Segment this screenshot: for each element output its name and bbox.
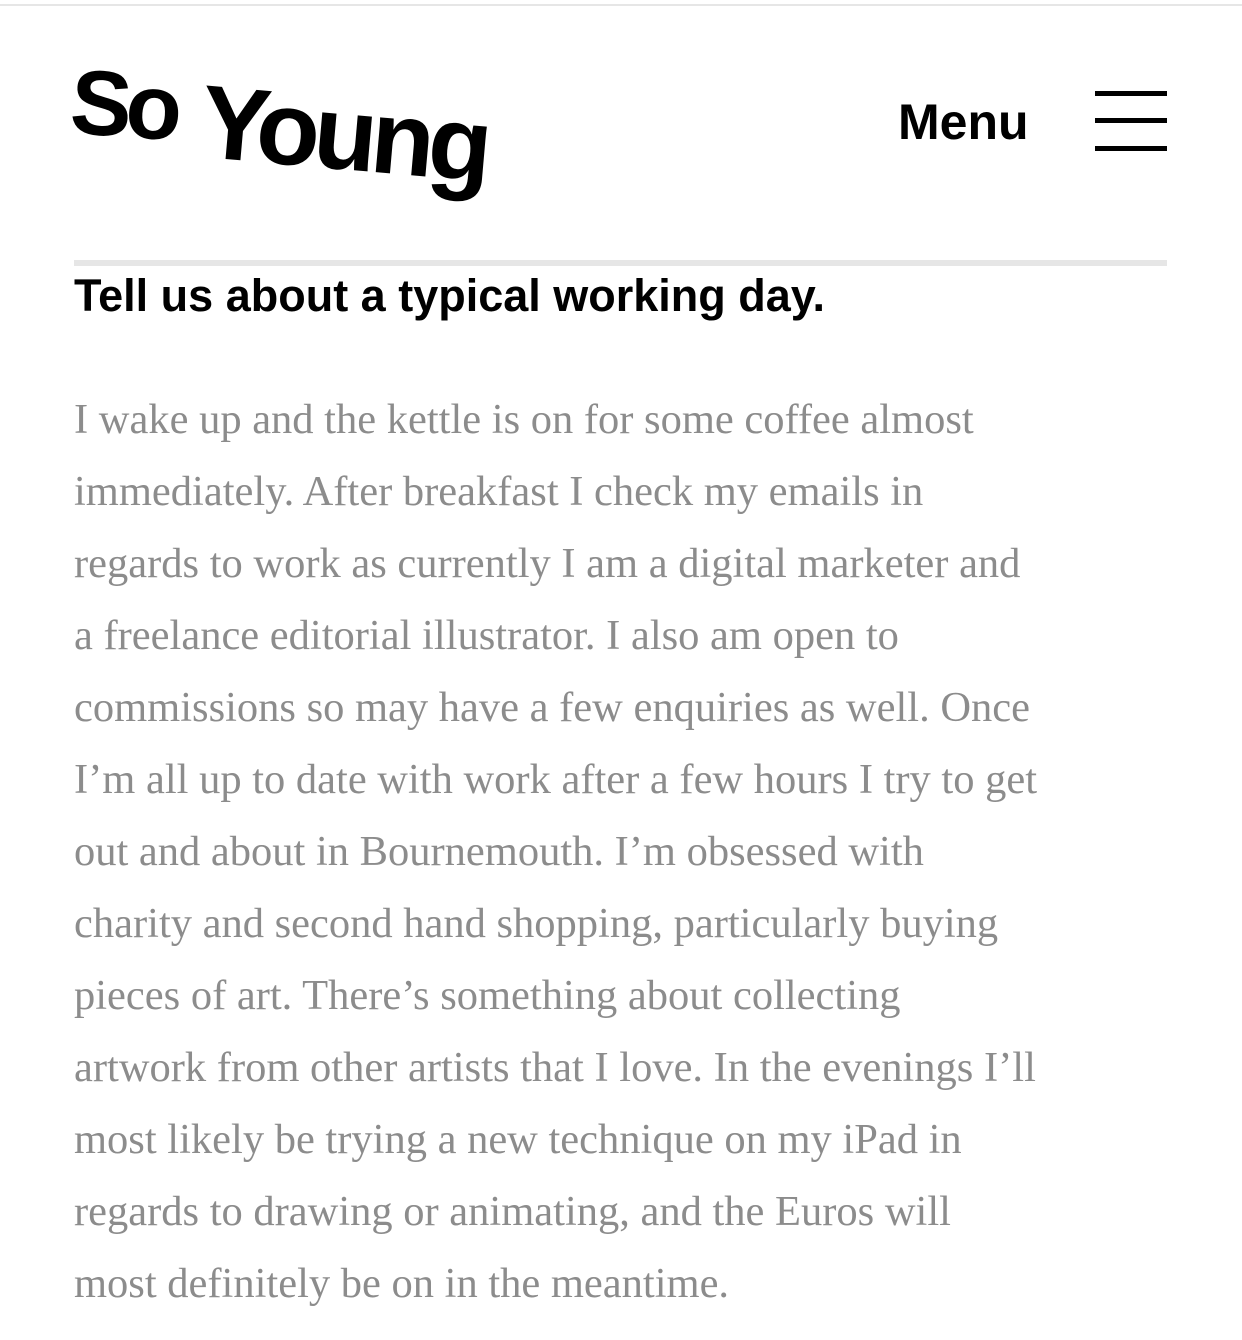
menu-button-label[interactable]: Menu [898,94,1029,150]
answer-line: out and about in Bournemouth. I’m obsessed with [74,828,924,875]
answer-line: most definitely be on in the meantime. [74,1260,730,1307]
top-divider [0,4,1242,6]
answer-line: commissions so may have a few enquiries as well. Once [74,684,1031,731]
answer-line: I wake up and the kettle is on for some coffee almost [74,396,974,443]
answer-line: a freelance editorial illustrator. I also am open to [74,612,899,659]
answer-line: immediately. After breakfast I check my emails in [74,468,924,515]
answer-line: regards to work as currently I am a digital marketer and [74,540,1021,587]
answer-line: artwork from other artists that I love. In the evenings I’ll [74,1044,1036,1091]
logo-word-so: So [67,51,180,161]
hamburger-icon[interactable] [1095,91,1167,153]
site-logo[interactable] [67,51,492,205]
answer-line: I’m all up to date with work after a few hours I try to get [74,756,1038,803]
hamburger-bar [1095,118,1167,123]
hamburger-bar [1095,91,1167,96]
answer-line: pieces of art. There’s something about collecting [74,972,901,1019]
answer-line: regards to drawing or animating, and the Euros will [74,1188,951,1235]
question-heading: Tell us about a typical working day. [74,270,825,321]
hamburger-bar [1095,146,1167,151]
logo-word-young: Young [196,64,492,205]
answer-line: most likely be trying a new technique on my iPad in [74,1116,962,1163]
section-divider [74,260,1167,266]
answer-line: charity and second hand shopping, particularly buying [74,900,999,947]
answer-paragraph [74,384,1169,1320]
